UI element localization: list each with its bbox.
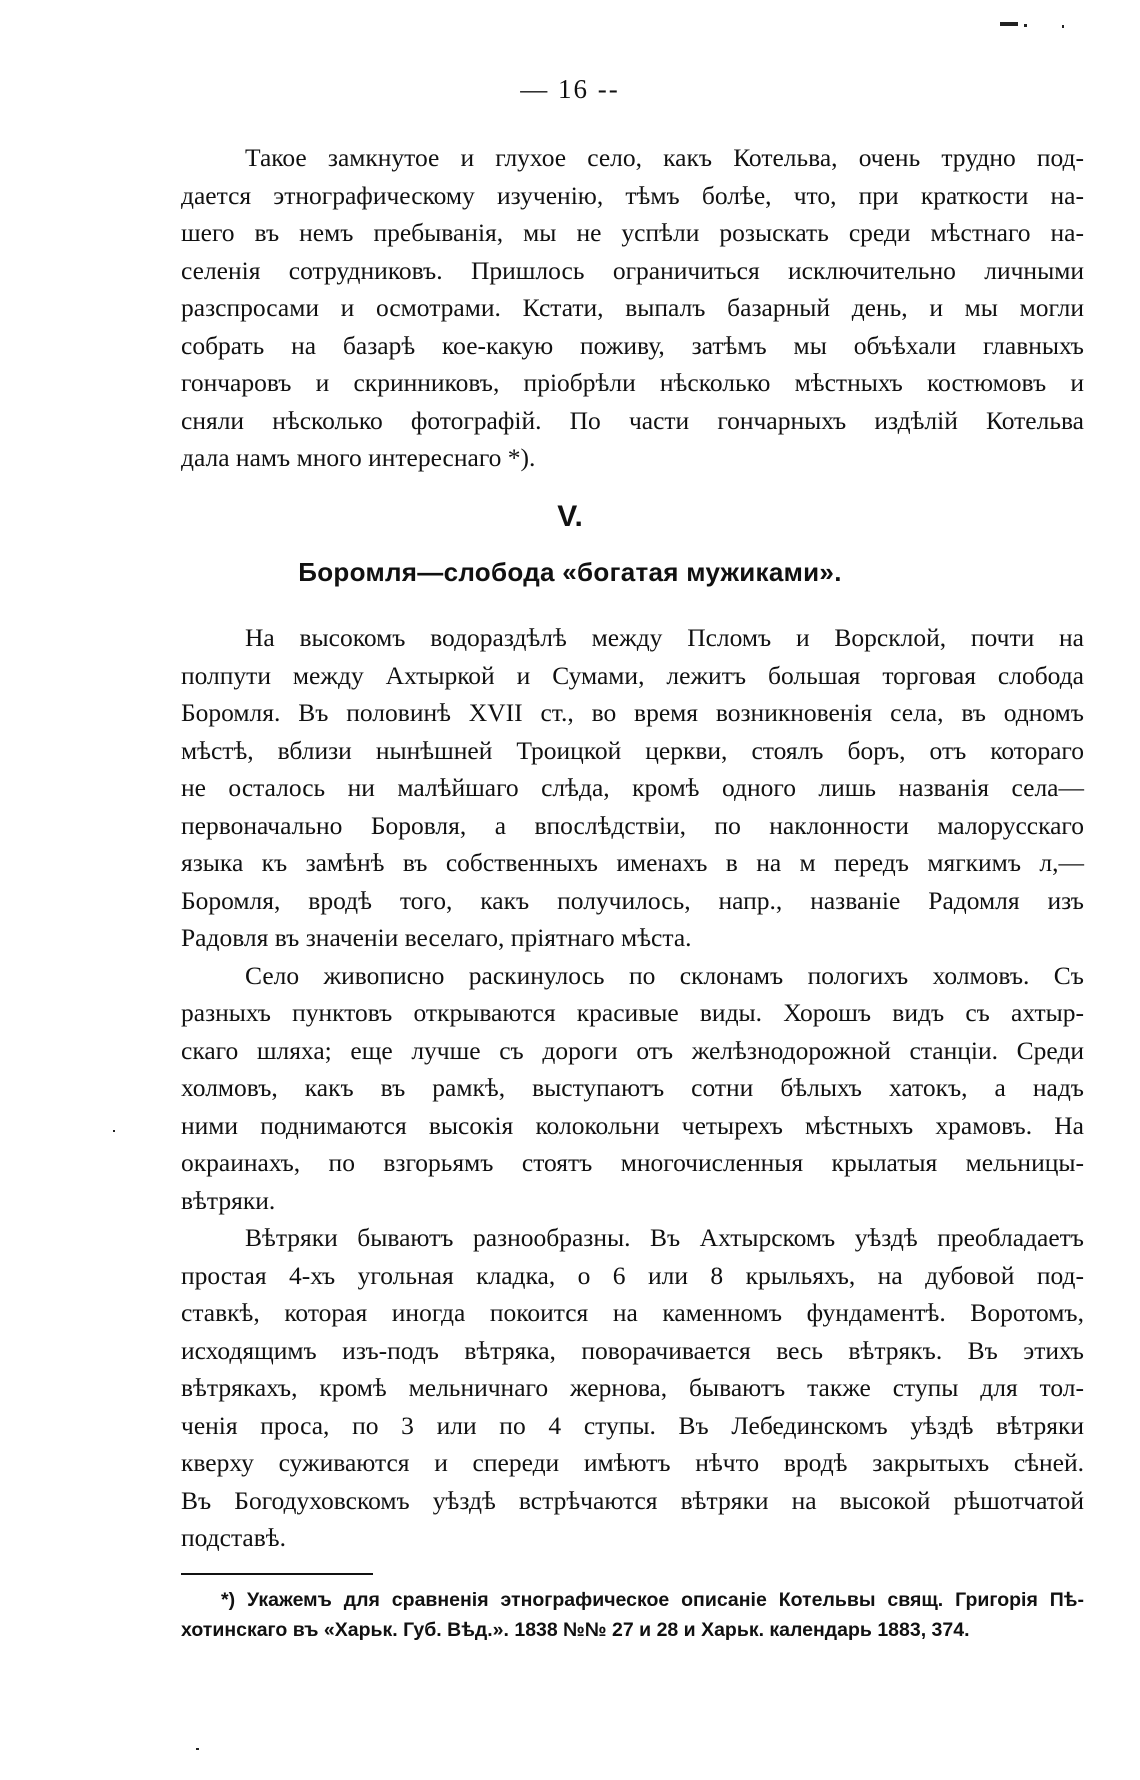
text-line: Село живописно раскинулось по склонамъ пологихъ холмовъ. Съ — [245, 960, 1084, 990]
text-line: первоначально Боровля, а впослѣдствіи, по наклонности малорусскаго — [181, 810, 1084, 840]
text-line: Боромля. Въ половинѣ XVII ст., во время возникновенія села, въ одномъ — [181, 698, 1084, 727]
text-line: селенія сотрудниковъ. Пришлось ограничиться исключительно личными — [181, 255, 1084, 285]
text-line: гончаровъ и скринниковъ, пріобрѣли нѣсколько мѣстныхъ костюмовъ и — [181, 368, 1084, 397]
intro-paragraph — [181, 139, 1084, 477]
page-number: — 16 -- — [520, 74, 620, 104]
text-line: кверху суживаются и спереди имѣютъ нѣчто вродѣ закрытыхъ сѣней. — [181, 1448, 1084, 1477]
text-line: ченія проса, по 3 или по 4 ступы. Въ Лебединскомъ уѣздѣ вѣтряки — [181, 1410, 1084, 1440]
section-title: Боромля—слобода «богатая мужиками». — [298, 557, 842, 587]
text-line: шего въ немъ пребыванія, мы не успѣли розыскать среди мѣстнаго на- — [181, 218, 1084, 247]
text-line: исходящимъ изъ-подъ вѣтряка, поворачивается весь вѣтрякъ. Въ этихъ — [181, 1335, 1084, 1365]
text-line: ними поднимаются высокія колокольни четырехъ мѣстныхъ храмовъ. На — [181, 1110, 1084, 1140]
text-line: не осталось ни малѣйшаго слѣда, кромѣ одного лишь названія села— — [181, 773, 1084, 802]
main-text — [181, 619, 1084, 1557]
text-line: скаго шляха; еще лучше съ дороги отъ желѣзнодорожной станціи. Среди — [181, 1035, 1084, 1065]
text-line: полпути между Ахтыркой и Сумами, лежитъ большая торговая слобода — [181, 660, 1084, 690]
footnote-divider — [181, 1573, 373, 1575]
paragraph-3 — [181, 1219, 1084, 1557]
text-line: Вѣтряки бываютъ разнообразны. Въ Ахтырскомъ уѣздѣ преобладаетъ — [245, 1223, 1084, 1252]
text-line: подставѣ. — [181, 1523, 286, 1552]
text-line: Такое замкнутое и глухое село, какъ Котельва, очень трудно под- — [245, 143, 1084, 172]
scan-speck — [196, 1748, 199, 1750]
paragraph-2 — [181, 957, 1084, 1220]
text-line: вѣтрякахъ, кромѣ мельничнаго жернова, бываютъ также ступы для тол- — [181, 1373, 1084, 1402]
footnote-line: *) Укажемъ для сравненія этнографическое описаніе Котельвы свящ. Григорія Пѣ- — [221, 1589, 1084, 1611]
footnote-line: хотинскаго въ «Харьк. Губ. Вѣд.». 1838 №№ 27 и 28 и Харьк. календарь 1883, 374. — [181, 1619, 970, 1641]
text-line: Радовля въ значеніи веселаго, пріятнаго мѣста. — [181, 923, 692, 952]
text-line: Въ Богодуховскомъ уѣздѣ встрѣчаются вѣтряки на высокой рѣшотчатой — [181, 1485, 1084, 1515]
scan-speck — [113, 1130, 115, 1132]
text-line: Боромля, вродѣ того, какъ получилось, напр., названіе Радомля изъ — [181, 885, 1084, 915]
text-line: языка къ замѣнѣ въ собственныхъ именахъ в на м передъ мягкимъ л,— — [181, 848, 1084, 877]
text-line: ставкѣ, которая иногда покоится на каменномъ фундаментѣ. Воротомъ, — [181, 1298, 1084, 1327]
text-line: собрать на базарѣ кое-какую поживу, затѣмъ мы объѣхали главныхъ — [181, 330, 1084, 360]
text-line: холмовъ, какъ въ рамкѣ, выступаютъ сотни бѣлыхъ хатокъ, а надъ — [181, 1073, 1084, 1102]
footnote — [181, 1585, 1084, 1645]
scan-speck — [1062, 25, 1064, 28]
text-line: мѣстѣ, вблизи нынѣшней Троицкой церкви, стоялъ боръ, отъ котораго — [181, 735, 1084, 765]
text-line: разспросами и осмотрами. Кстати, выпалъ базарный день, и мы могли — [181, 293, 1084, 322]
text-line: окраинахъ, по взгорьямъ стоятъ многочисленныя крылатыя мельницы- — [181, 1148, 1084, 1177]
paragraph-1 — [181, 619, 1084, 957]
scan-speck — [1024, 24, 1027, 27]
text-line: сняли нѣсколько фотографій. По части гончарныхъ издѣлій Котельва — [181, 405, 1084, 435]
text-line: разныхъ пунктовъ открываются красивые виды. Хорошъ видъ съ ахтыр- — [181, 998, 1084, 1027]
text-line: вѣтряки. — [181, 1185, 276, 1215]
text-line: На высокомъ водораздѣлѣ между Псломъ и Ворсклой, почти на — [245, 623, 1084, 652]
text-line: простая 4-хъ угольная кладка, о 6 или 8 крыльяхъ, на дубовой под- — [181, 1260, 1084, 1290]
text-line: дается этнографическому изученію, тѣмъ болѣе, что, при краткости на- — [181, 180, 1084, 210]
section-numeral: V. — [557, 500, 583, 533]
text-line: дала намъ много интереснаго *). — [181, 443, 536, 472]
scan-speck — [1000, 22, 1018, 26]
